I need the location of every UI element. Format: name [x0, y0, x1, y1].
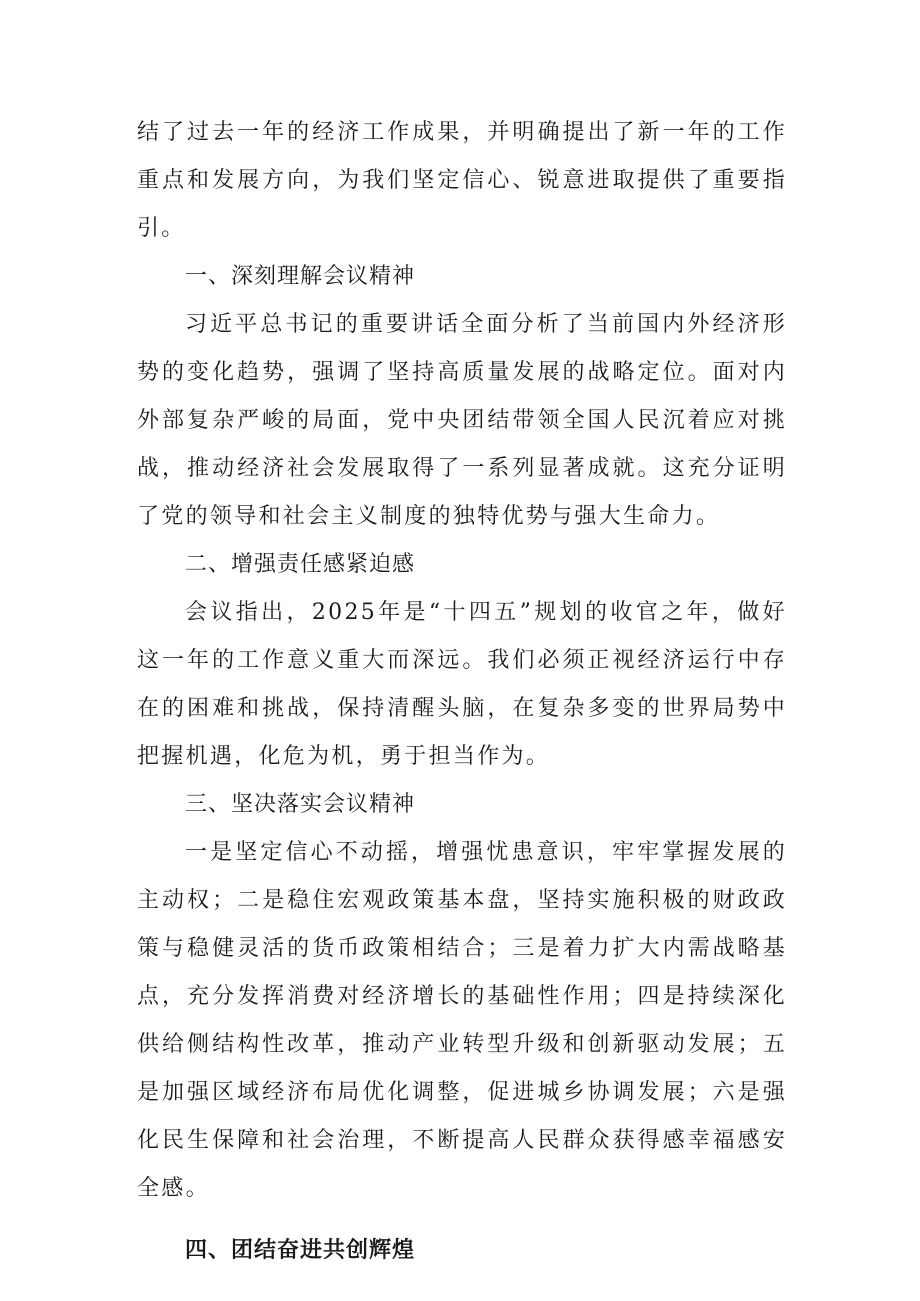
document-body — [137, 109, 787, 1275]
section-1-heading: 一、深刻理解会议精神 — [185, 264, 416, 289]
section-4-heading: 四、团结奋进共创辉煌 — [185, 1238, 416, 1263]
section-2-heading: 二、增强责任感紧迫感 — [185, 552, 416, 577]
section-1-paragraph: 习近平总书记的重要讲话全面分析了当前国内外经济形势的变化趋势，强调了坚持高质量发展的战略定位。面对内外部复杂严峻的局面，党中央团结带领全国人民沉着应对挑战，推动经济社会发展取得了一系列显著成就。这充分证明了党的领导和社会主义制度的独特优势与强大生命力。 — [137, 312, 787, 529]
section-3-paragraph: 一是坚定信心不动摇，增强忧患意识，牢牢掌握发展的主动权；二是稳住宏观政策基本盘，坚持实施积极的财政政策与稳健灵活的货币政策相结合；三是着力扩大内需战略基点，充分发挥消费对经济增长的基础性作用；四是持续深化供给侧结构性改革，推动产业转型升级和创新驱动发展；五是加强区域经济布局优化调整，促进城乡协调发展；六是强化民生保障和社会治理，不断提高人民群众获得感幸福感安全感。 — [137, 840, 787, 1201]
intro-paragraph: 结了过去一年的经济工作成果，并明确提出了新一年的工作重点和发展方向，为我们坚定信心、锐意进取提供了重要指引。 — [137, 120, 787, 241]
section-2-paragraph: 会议指出，2025年是“十四五”规划的收官之年，做好这一年的工作意义重大而深远。我们必须正视经济运行中存在的困难和挑战，保持清醒头脑，在复杂多变的世界局势中把握机遇，化危为机，勇于担当作为。 — [137, 600, 787, 769]
section-3-heading: 三、坚决落实会议精神 — [185, 792, 416, 817]
